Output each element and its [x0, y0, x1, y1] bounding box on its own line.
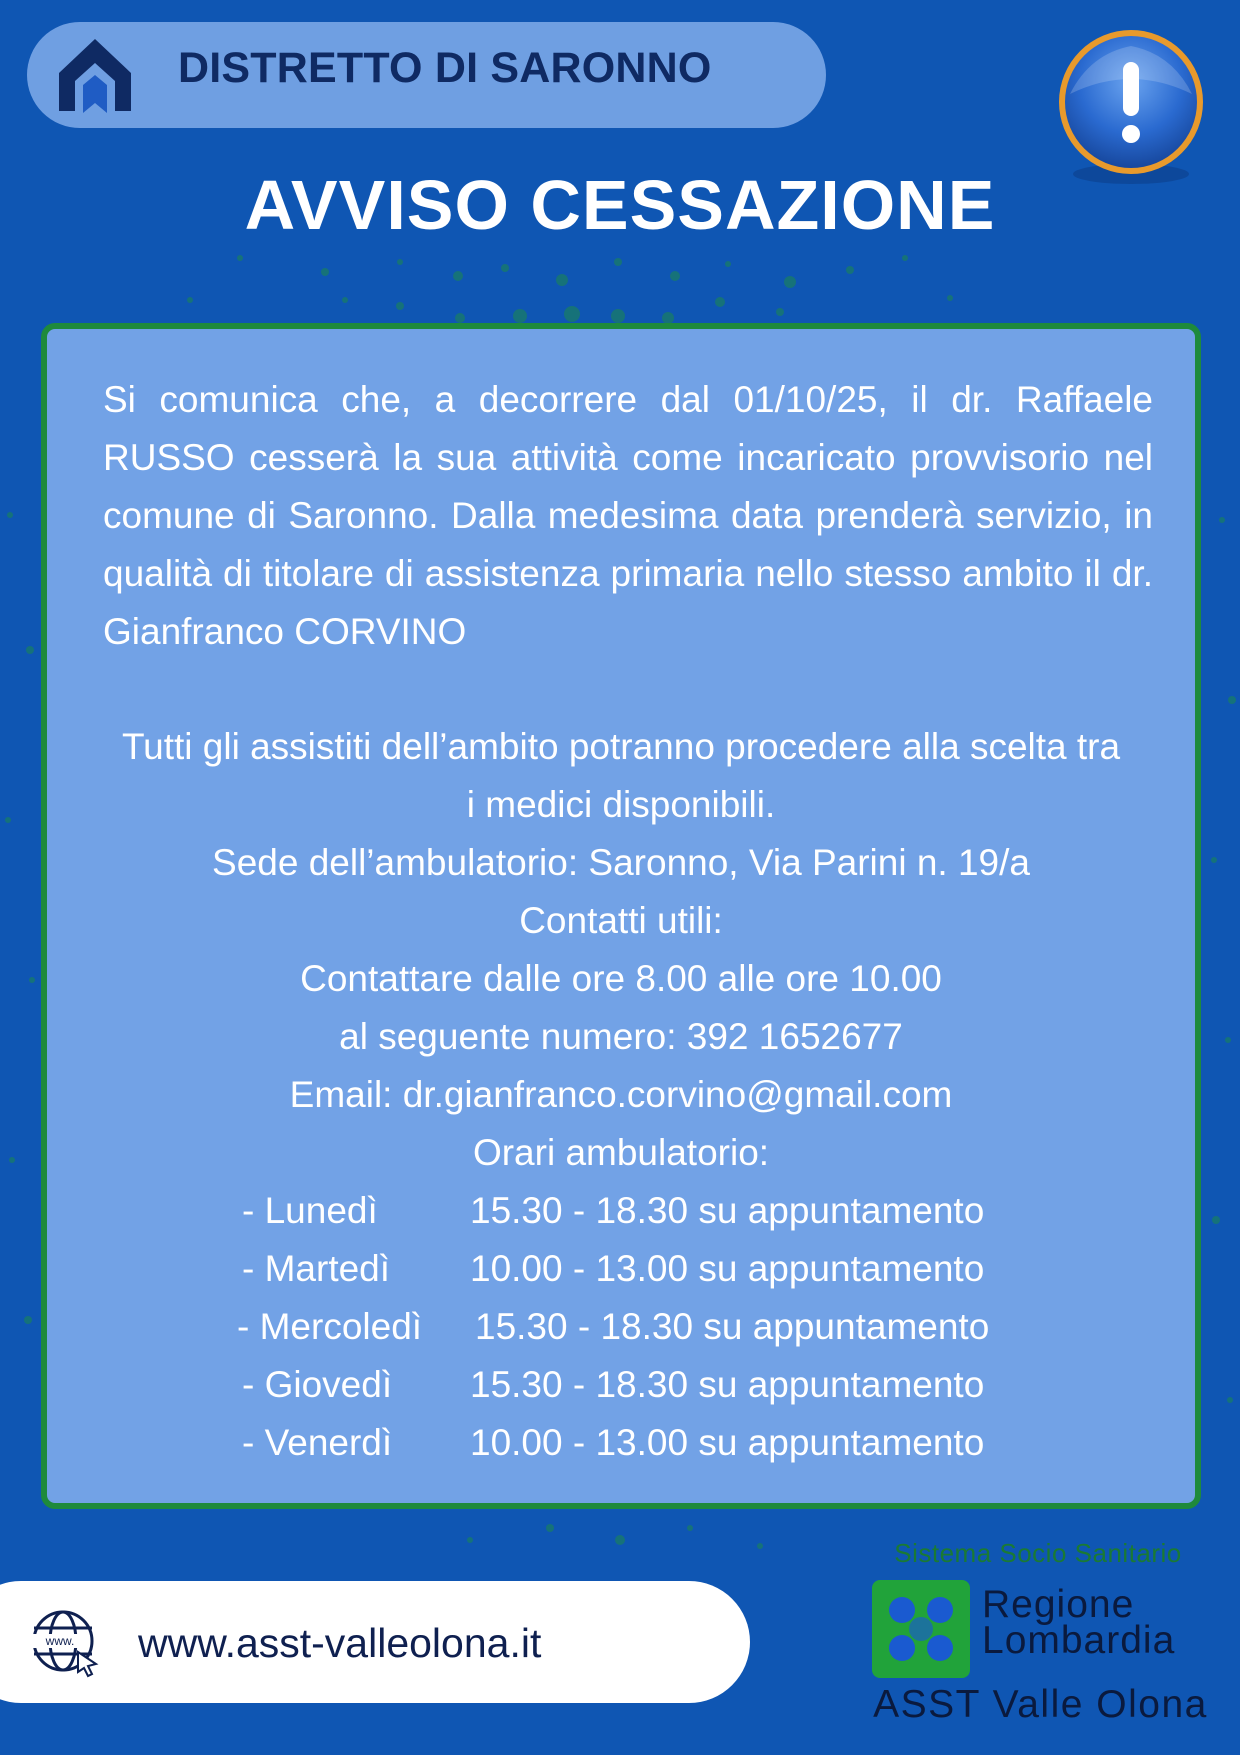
hours-heading: Orari ambulatorio: [472, 1132, 770, 1173]
page-title: AVVISO CESSAZIONE [244, 166, 996, 244]
regione-name [982, 1583, 1176, 1662]
regione-line: Lombardia [982, 1619, 1176, 1662]
hours-list [47, 1182, 1195, 1472]
hours-day: - Lunedì [242, 1190, 378, 1231]
hours-day: - Martedì [242, 1248, 391, 1289]
regione-lombardia-logo [872, 1580, 970, 1678]
contacts-heading: Contatti utili: [519, 900, 723, 941]
home-icon [55, 35, 135, 115]
hours-time: 15.30 - 18.30 su appuntamento [475, 1306, 990, 1347]
globe-icon [30, 1608, 100, 1678]
clinic-address: Sede dell’ambulatorio: Saronno, Via Parini n. 19/a [212, 842, 1030, 883]
phone-number: al seguente numero: 392 1652677 [339, 1016, 903, 1057]
system-label: Sistema Socio Sanitario [894, 1538, 1182, 1568]
hours-time: 15.30 - 18.30 su appuntamento [470, 1364, 985, 1405]
hours-time: 10.00 - 13.00 su appuntamento [470, 1248, 985, 1289]
district-title: DISTRETTO DI SARONNO [178, 44, 712, 92]
hours-time: 10.00 - 13.00 su appuntamento [470, 1422, 985, 1463]
notice-paragraph: Si comunica che, a decorrere dal 01/10/25, il dr. Raffaele RUSSO cesserà la sua attività come incaricato provvisorio nel comune di Saronno. Dalla medesima data prenderà servizio, in qualità di titolare di assistenza primaria nello stesso ambito il dr. Gianfranco CORVINO [103, 379, 1153, 652]
alert-icon [1052, 24, 1210, 186]
globe-icon-text: www. [45, 1634, 75, 1648]
hours-row [47, 1356, 1195, 1414]
hours-day: - Mercoledì [237, 1306, 423, 1347]
asst-name: ASST Valle Olona [873, 1683, 1208, 1726]
hours-row [47, 1182, 1195, 1240]
hours-row [47, 1414, 1195, 1472]
hours-row [47, 1240, 1195, 1298]
notice-line: Tutti gli assistiti dell’ambito potranno procedere alla scelta tra [121, 726, 1121, 767]
hours-day: - Giovedì [242, 1364, 393, 1405]
notice-line: i medici disponibili. [466, 784, 776, 825]
contact-hours: Contattare dalle ore 8.00 alle ore 10.00 [300, 958, 942, 999]
regione-line: Regione [982, 1583, 1135, 1626]
hours-time: 15.30 - 18.30 su appuntamento [470, 1190, 985, 1231]
email-address: Email: dr.gianfranco.corvino@gmail.com [289, 1074, 953, 1115]
hours-row [47, 1298, 1195, 1356]
notice-details [47, 718, 1195, 1182]
notice-panel [41, 323, 1201, 1509]
hours-day: - Venerdì [242, 1422, 393, 1463]
website-link[interactable]: www.asst-valleolona.it [138, 1620, 542, 1666]
